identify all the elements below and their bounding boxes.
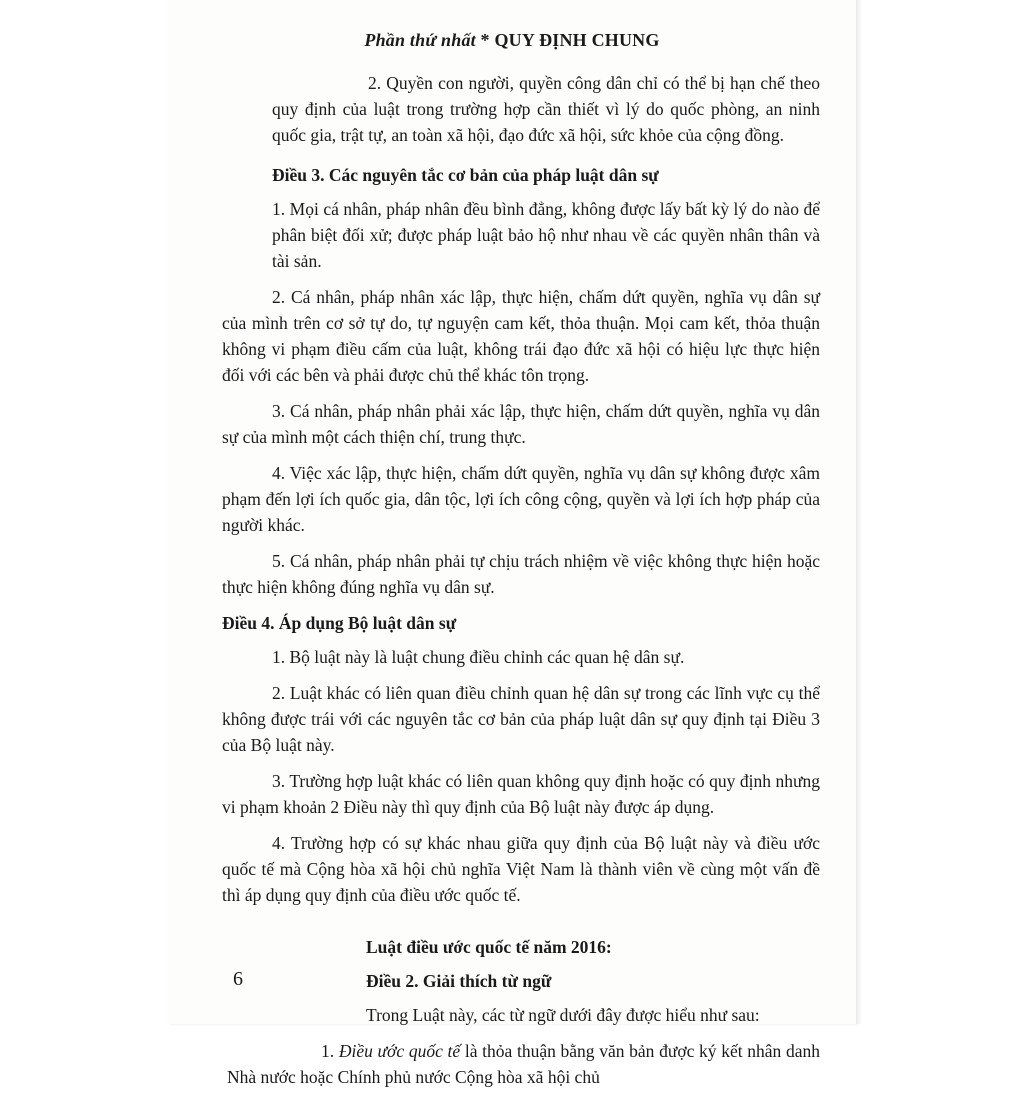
dieu3-item-1: 1. Mọi cá nhân, pháp nhân đều bình đẳng, không được lấy bất kỳ lý do nào để phân biệt đối xử; được pháp luật bảo hộ như nhau về các quyền nhân thân và tài sản. [272,199,820,271]
running-header [168,30,856,51]
page-number: 6 [233,968,243,990]
heading-dieu-4: Điều 4. Áp dụng Bộ luật dân sự [222,613,457,633]
header-separator: * [475,30,495,50]
dieu4-item-4: 4. Trường hợp có sự khác nhau giữa quy định của Bộ luật này và điều ước quốc tế mà Cộng hòa xã hội chủ nghĩa Việt Nam là thành viên về cùng một vấn đề thì áp dụng quy định của điều ước quốc tế. [222,833,820,905]
dieu2-intro: Trong Luật này, các từ ngữ dưới đây được hiểu như sau: [366,1005,760,1025]
page-body [222,70,820,1100]
heading-luat-dieu-uoc: Luật điều ước quốc tế năm 2016: [366,937,612,957]
dieu3-item-5: 5. Cá nhân, pháp nhân phải tự chịu trách nhiệm về việc không thực hiện hoặc thực hiện không đúng nghĩa vụ dân sự. [222,551,820,597]
header-part-label: Phần thứ nhất [364,30,476,50]
defined-term: Điều ước quốc tế [338,1041,461,1061]
dieu4-item-2: 2. Luật khác có liên quan điều chỉnh quan hệ dân sự trong các lĩnh vực cụ thể không được trái với các nguyên tắc cơ bản của pháp luật dân sự quy định tại Điều 3 của Bộ luật này. [222,683,820,755]
dieu4-item-1: 1. Bộ luật này là luật chung điều chỉnh các quan hệ dân sự. [272,647,685,667]
heading-dieu-2: Điều 2. Giải thích từ ngữ [366,971,552,991]
dieu3-item-2: 2. Cá nhân, pháp nhân xác lập, thực hiện, chấm dứt quyền, nghĩa vụ dân sự của mình trên cơ sở tự do, tự nguyện cam kết, thỏa thuận. Mọi cam kết, thỏa thuận không vi phạm điều cấm của luật, không trái đạo đức xã hội có hiệu lực thực hiện đối với các bên và phải được chủ thể khác tôn trọng. [222,287,820,385]
paragraph-intro: 2. Quyền con người, quyền công dân chỉ có thể bị hạn chế theo quy định của luật trong trường hợp cần thiết vì lý do quốc phòng, an ninh quốc gia, trật tự, an toàn xã hội, đạo đức xã hội, sức khỏe của cộng đồng. [272,73,820,145]
dieu4-item-3: 3. Trường hợp luật khác có liên quan không quy định hoặc có quy định nhưng vi phạm khoản 2 Điều này thì quy định của Bộ luật này được áp dụng. [222,771,820,817]
dieu2-item-1: 1. Điều ước quốc tế là thỏa thuận bằng văn bản được ký kết nhân danh Nhà nước hoặc Chính phủ nước Cộng hòa xã hội chủ [227,1041,820,1087]
dieu3-item-3: 3. Cá nhân, pháp nhân phải xác lập, thực hiện, chấm dứt quyền, nghĩa vụ dân sự của mình một cách thiện chí, trung thực. [222,401,820,447]
header-title: QUY ĐỊNH CHUNG [494,30,660,50]
dieu3-item-4: 4. Việc xác lập, thực hiện, chấm dứt quyền, nghĩa vụ dân sự không được xâm phạm đến lợi ích quốc gia, dân tộc, lợi ích công cộng, quyền và lợi ích hợp pháp của người khác. [222,463,820,535]
heading-dieu-3: Điều 3. Các nguyên tắc cơ bản của pháp luật dân sự [272,165,659,185]
page-edge-shadow [856,0,862,1024]
